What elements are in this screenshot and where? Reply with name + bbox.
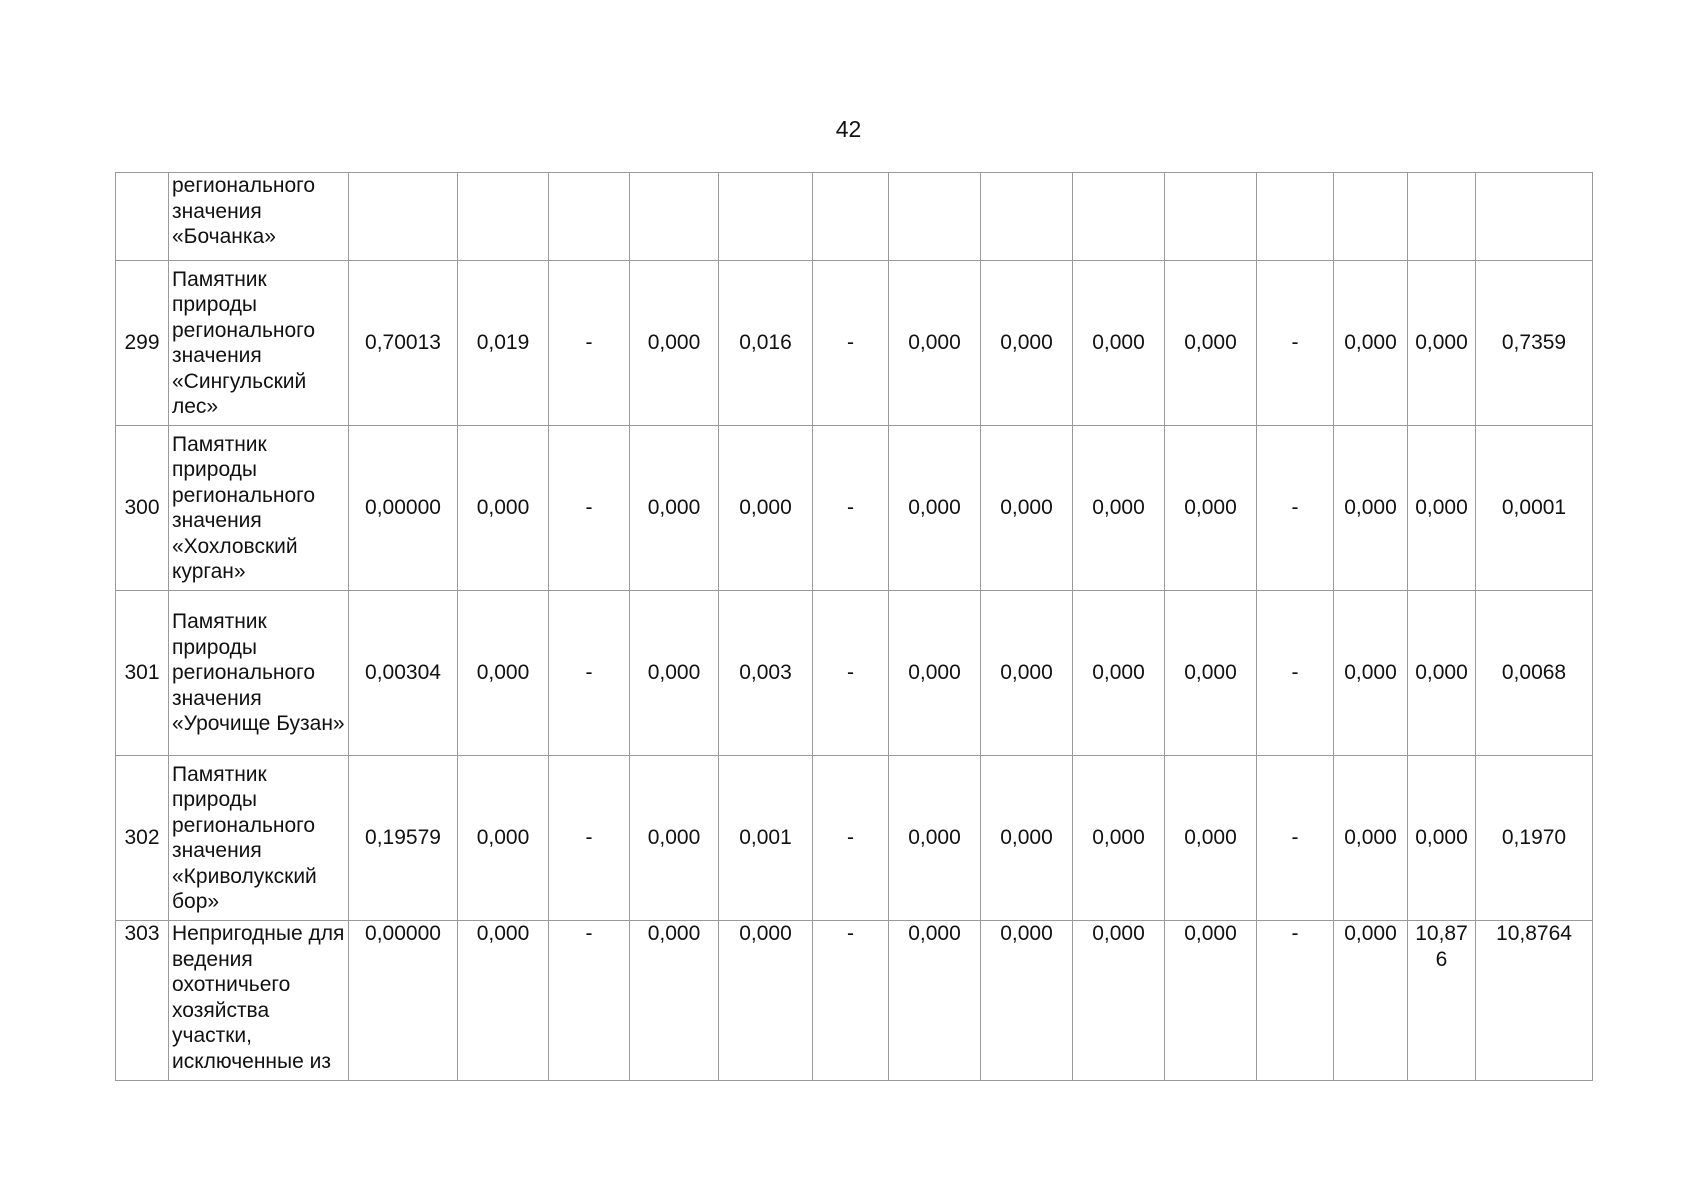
value-cell: 0,000 [981, 756, 1073, 921]
value-cell: 0,000 [889, 426, 981, 591]
value-cell: 0,000 [889, 756, 981, 921]
row-number-cell: 299 [116, 261, 169, 426]
value-cell: 10,876 [1408, 921, 1476, 1081]
row-name-cell: Непригодные для ведения охотничьего хозяйства участки, исключенные из [169, 921, 349, 1081]
value-cell [813, 173, 889, 261]
value-cell [349, 173, 458, 261]
row-number-cell: 300 [116, 426, 169, 591]
value-cell [458, 173, 549, 261]
value-cell: 0,000 [458, 426, 549, 591]
value-cell: 0,016 [719, 261, 813, 426]
value-cell: - [1257, 921, 1334, 1081]
value-cell [981, 173, 1073, 261]
value-cell: 0,00304 [349, 591, 458, 756]
value-cell: - [813, 921, 889, 1081]
value-cell: - [549, 261, 630, 426]
value-cell: - [813, 756, 889, 921]
value-cell: 0,000 [1073, 756, 1165, 921]
value-cell [630, 173, 719, 261]
page-number: 42 [835, 116, 862, 142]
value-cell: - [813, 591, 889, 756]
value-cell: 0,000 [458, 591, 549, 756]
value-cell: 0,000 [981, 591, 1073, 756]
value-cell: 0,000 [1165, 426, 1257, 591]
table-row [116, 921, 1593, 1081]
value-cell: 0,000 [981, 921, 1073, 1081]
value-cell: 0,7359 [1476, 261, 1593, 426]
row-name-cell: Памятник природы регионального значения «Хохловский курган» [169, 426, 349, 591]
value-cell: 0,000 [1073, 591, 1165, 756]
value-cell: 0,000 [1073, 921, 1165, 1081]
value-cell: 0,000 [1408, 591, 1476, 756]
value-cell: 0,000 [1165, 261, 1257, 426]
value-cell: 0,000 [981, 261, 1073, 426]
value-cell: 0,19579 [349, 756, 458, 921]
row-number-cell [116, 173, 169, 261]
value-cell: 0,000 [630, 756, 719, 921]
value-cell: 0,0001 [1476, 426, 1593, 591]
row-name-cell: Памятник природы регионального значения «Криволукский бор» [169, 756, 349, 921]
row-number-cell: 303 [116, 921, 169, 1081]
table-body [116, 173, 1593, 1081]
value-cell: 0,000 [1073, 426, 1165, 591]
value-cell: 0,000 [1165, 921, 1257, 1081]
value-cell: 0,000 [1334, 426, 1408, 591]
value-cell: 0,70013 [349, 261, 458, 426]
value-cell: 0,000 [458, 756, 549, 921]
value-cell: 0,000 [1334, 921, 1408, 1081]
value-cell: 0,00000 [349, 426, 458, 591]
value-cell [1334, 173, 1408, 261]
value-cell [889, 173, 981, 261]
data-table [115, 172, 1593, 1081]
value-cell: - [1257, 261, 1334, 426]
value-cell: - [549, 756, 630, 921]
row-name-cell: регионального значения «Бочанка» [169, 173, 349, 261]
value-cell: 0,000 [1334, 591, 1408, 756]
value-cell [1165, 173, 1257, 261]
value-cell: 0,019 [458, 261, 549, 426]
value-cell: 0,000 [889, 261, 981, 426]
table-row [116, 173, 1593, 261]
table-row [116, 426, 1593, 591]
value-cell: 0,000 [1165, 756, 1257, 921]
value-cell [1476, 173, 1593, 261]
row-number-cell: 301 [116, 591, 169, 756]
value-cell: - [813, 426, 889, 591]
value-cell: 0,000 [1408, 261, 1476, 426]
value-cell: 0,000 [630, 921, 719, 1081]
table-row [116, 756, 1593, 921]
value-cell: - [813, 261, 889, 426]
value-cell [1257, 173, 1334, 261]
value-cell [1408, 173, 1476, 261]
value-cell: 0,1970 [1476, 756, 1593, 921]
value-cell: 0,000 [889, 591, 981, 756]
value-cell: - [1257, 591, 1334, 756]
value-cell: 0,000 [1408, 426, 1476, 591]
value-cell: 0,000 [981, 426, 1073, 591]
value-cell: - [1257, 756, 1334, 921]
value-cell [549, 173, 630, 261]
value-cell: 0,000 [1334, 756, 1408, 921]
value-cell: 0,0068 [1476, 591, 1593, 756]
row-number-cell: 302 [116, 756, 169, 921]
value-cell: 0,000 [1408, 756, 1476, 921]
value-cell: 0,000 [630, 426, 719, 591]
value-cell: 0,00000 [349, 921, 458, 1081]
value-cell: 0,000 [630, 261, 719, 426]
value-cell: 0,000 [1334, 261, 1408, 426]
value-cell: - [549, 921, 630, 1081]
value-cell: 0,000 [1073, 261, 1165, 426]
value-cell: - [549, 591, 630, 756]
value-cell: - [1257, 426, 1334, 591]
value-cell: 0,000 [630, 591, 719, 756]
row-name-cell: Памятник природы регионального значения «Сингульский лес» [169, 261, 349, 426]
value-cell [719, 173, 813, 261]
value-cell [1073, 173, 1165, 261]
value-cell: 0,001 [719, 756, 813, 921]
table-row [116, 261, 1593, 426]
value-cell: 0,000 [458, 921, 549, 1081]
value-cell: 10,8764 [1476, 921, 1593, 1081]
value-cell: 0,003 [719, 591, 813, 756]
table-row [116, 591, 1593, 756]
value-cell: 0,000 [889, 921, 981, 1081]
value-cell: 0,000 [719, 426, 813, 591]
value-cell: 0,000 [719, 921, 813, 1081]
value-cell: - [549, 426, 630, 591]
row-name-cell: Памятник природы регионального значения «Урочище Бузан» [169, 591, 349, 756]
value-cell: 0,000 [1165, 591, 1257, 756]
